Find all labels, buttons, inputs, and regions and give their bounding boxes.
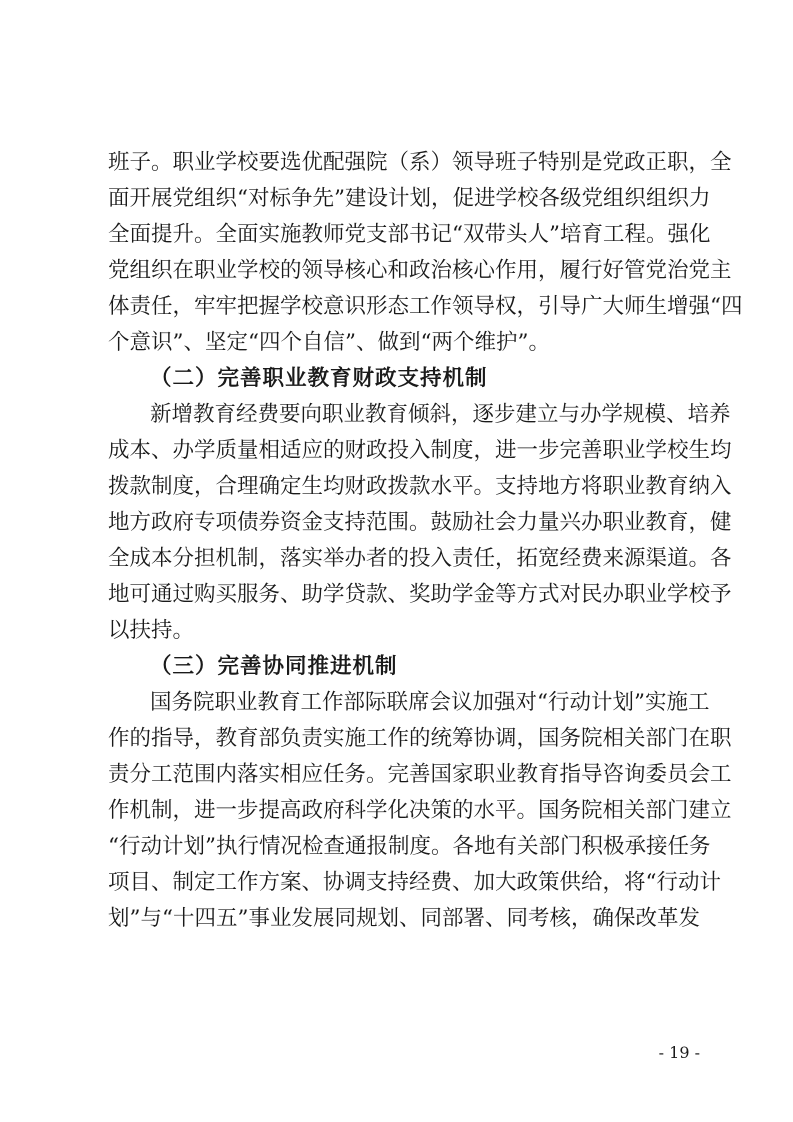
body-text-line: 全面提升。全面实施教师党支部书记“双带头人”培育工程。强化 [108, 222, 711, 247]
body-text-line: 作的指导，教育部负责实施工作的统筹协调，国务院相关部门在职 [108, 726, 732, 751]
body-text-line: 体责任，牢牢把握学校意识形态工作领导权，引导广大师生增强“四 [108, 294, 743, 319]
body-text-line: 地方政府专项债券资金支持范围。鼓励社会力量兴办职业教育，健 [108, 510, 732, 535]
body-text-line: 面开展党组织“对标争先”建设计划，促进学校各级党组织组织力 [108, 186, 711, 211]
page-number: - 19 - [658, 1043, 700, 1062]
body-text-line: 全成本分担机制，落实举办者的投入责任，拓宽经费来源渠道。各 [108, 546, 732, 571]
body-text-line: 责分工范围内落实相应任务。完善国家职业教育指导咨询委员会工 [108, 762, 732, 787]
body-text-line: 项目、制定工作方案、协调支持经费、加大政策供给，将“行动计 [108, 870, 721, 895]
body-text-line: 国务院职业教育工作部际联席会议加强对“行动计划”实施工 [150, 690, 710, 715]
body-text-line: 作机制，进一步提高政府科学化决策的水平。国务院相关部门建立 [108, 798, 732, 823]
body-text-line: 以扶持。 [108, 618, 195, 643]
body-text-line: 成本、办学质量相适应的财政投入制度，进一步完善职业学校生均 [108, 438, 732, 463]
section-heading: （二）完善职业教育财政支持机制 [150, 366, 488, 391]
section-heading: （三）完善协同推进机制 [150, 654, 398, 679]
body-text-line: 班子。职业学校要选优配强院（系）领导班子特别是党政正职，全 [108, 150, 732, 175]
body-text-line: 拨款制度，合理确定生均财政拨款水平。支持地方将职业教育纳入 [108, 474, 732, 499]
body-text-line: 新增教育经费要向职业教育倾斜，逐步建立与办学规模、培养 [150, 402, 731, 427]
body-text-line: 划”与“十四五”事业发展同规划、同部署、同考核，确保改革发 [108, 906, 700, 931]
body-text-line: 党组织在职业学校的领导核心和政治核心作用，履行好管党治党主 [108, 258, 732, 283]
body-text-line: “行动计划”执行情况检查通报制度。各地有关部门积极承接任务 [108, 834, 711, 859]
body-text-line: 地可通过购买服务、助学贷款、奖助学金等方式对民办职业学校予 [108, 582, 732, 607]
body-text-line: 个意识”、坚定“四个自信”、做到“两个维护”。 [108, 330, 550, 355]
